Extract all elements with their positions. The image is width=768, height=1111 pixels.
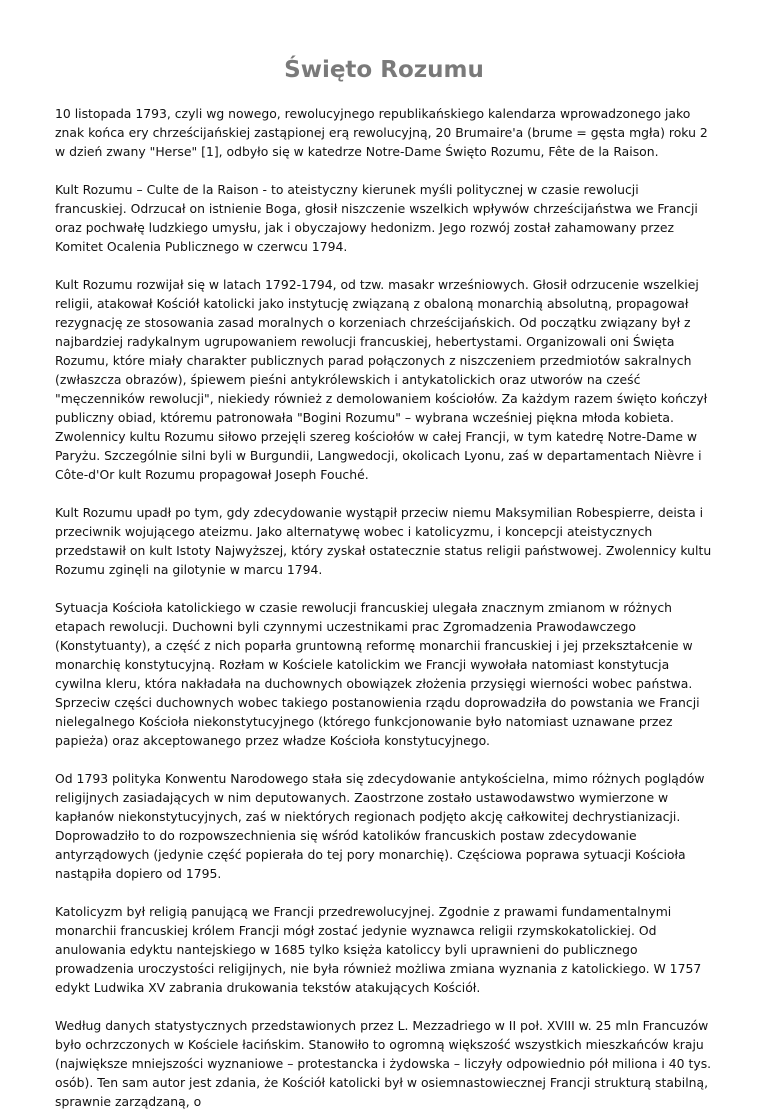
paragraph: Katolicyzm był religią panującą we Francji przedrewolucyjnej. Zgodnie z prawami fundamentalnymi monarchii francuskiej królem Francji mógł zostać jedynie wyznawca religii rzymskokatolickiej. Od anulowania edyktu nantejskiego w 1685 tylko księża katoliccy byli uprawnieni do publicznego prowadzenia uroczystości religijnych, nie była również możliwa zmiana wyznania z katolickiego. W 1757 edykt Ludwika XV zabrania drukowania tekstów atakujących Kościół. [55,904,702,995]
page-title: Święto Rozumu [284,57,484,83]
paragraph: Kult Rozumu upadł po tym, gdy zdecydowanie wystąpił przeciw niemu Maksymilian Robespierre, deista i przeciwnik wojującego ateizmu. Jako alternatywę wobec i katolicyzmu, i koncepcji ateistycznych przedstawił on kult Istoty Najwyższej, który zyskał ostatecznie status religii państwowej. Zwolennicy kultu Rozumu zginęli na gilotynie w marcu 1794. [55,505,712,577]
paragraph: Według danych statystycznych przedstawionych przez L. Mezzadriego w II poł. XVIII w. 25 mln Francuzów było ochrzczonych w Kościele łacińskim. Stanowiło to ogromną większość wszystkich mieszkańców kraju (największe mniejszości wyznaniowe – protestancka i żydowska – liczyły odpowiednio pół miliona i 40 tys. osób). Ten sam autor jest zdania, że Kościół katolicki był w osiemnastowiecznej Francji strukturą stabilną, sprawnie zarządzaną, o [55,1018,712,1109]
paragraph: Kult Rozumu – Culte de la Raison - to ateistyczny kierunek myśli politycznej w czasie rewolucji francuskiej. Odrzucał on istnienie Boga, głosił niszczenie wszelkich wpływów chrześcijaństwa we Francji oraz pochwałę ludzkiego umysłu, jak i obyczajowy hedonizm. Jego rozwój został zahamowany przez Komitet Ocalenia Publicznego w czerwcu 1794. [55,182,698,254]
paragraph: Sytuacja Kościoła katolickiego w czasie rewolucji francuskiej ulegała znacznym zmianom w różnych etapach rewolucji. Duchowni byli czynnymi uczestnikami prac Zgromadzenia Prawodawczego (Konstytuanty), a część z nich poparła gruntowną reformę monarchii francuskiej i jej przekształcenie w monarchię konstytucyjną. Rozłam w Kościele katolickim we Francji wywołała natomiast konstytucja cywilna kleru, która nakładała na duchownych obowiązek złożenia przysięgi wierności wobec państwa. Sprzeciw części duchownych wobec takiego postanowienia rządu doprowadziła do powstania we Francji nielegalnego Kościoła niekonstytucyjnego (którego funkcjonowanie było natomiast uznawane przez papieża) oraz akceptowanego przez władze Kościoła konstytucyjnego. [55,600,700,748]
paragraph: 10 listopada 1793, czyli wg nowego, rewolucyjnego republikańskiego kalendarza wprowadzonego jako znak końca ery chrześcijańskiej zastąpionej erą rewolucyjną, 20 Brumaire'a (brume = gęsta mgła) roku 2 w dzień zwany "Herse" [1], odbyło się w katedrze Notre-Dame Święto Rozumu, Fête de la Raison. [55,106,708,159]
paragraph: Kult Rozumu rozwijał się w latach 1792-1794, od tzw. masakr wrześniowych. Głosił odrzucenie wszelkiej religii, atakował Kościół katolicki jako instytucję związaną z obaloną monarchią absolutną, propagował rezygnację ze stosowania zasad moralnych o korzeniach chrześcijańskich. Od początku związany był z najbardziej radykalnym ugrupowaniem rewolucji francuskiej, hebertystami. Organizowali oni Święta Rozumu, które miały charakter publicznych parad połączonych z niszczeniem przedmiotów sakralnych (zwłaszcza obrazów), śpiewem pieśni antykrólewskich i antykatolickich oraz utworów na cześć "męczenników rewolucji", niekiedy również z demolowaniem kościołów. Za każdym razem święto kończył publiczny obiad, któremu patronowała "Bogini Rozumu" – wybrana wcześniej piękna młoda kobieta. Zwolennicy kultu Rozumu siłowo przejęli szereg kościołów w całej Francji, w tym katedrę Notre-Dame w Paryżu. Szczególnie silni byli w Burgundii, Langwedocji, okolicach Lyonu, zaś w departamentach Nièvre i Côte-d'Or kult Rozumu propagował Joseph Fouché. [55,277,708,482]
paragraph: Od 1793 polityka Konwentu Narodowego stała się zdecydowanie antykościelna, mimo różnych poglądów religijnych zasiadających w nim deputowanych. Zaostrzone zostało ustawodawstwo wymierzone w kapłanów niekonstytucyjnych, zaś w niektórych regionach podjęto akcję całkowitej dechrystianizacji. Doprowadziło to do rozpowszechnienia się wśród katolików francuskich postaw zdecydowanie antyrządowych (jedynie część popierała do tej pory monarchię). Częściowa poprawa sytuacji Kościoła nastąpiła dopiero od 1795. [55,771,705,881]
